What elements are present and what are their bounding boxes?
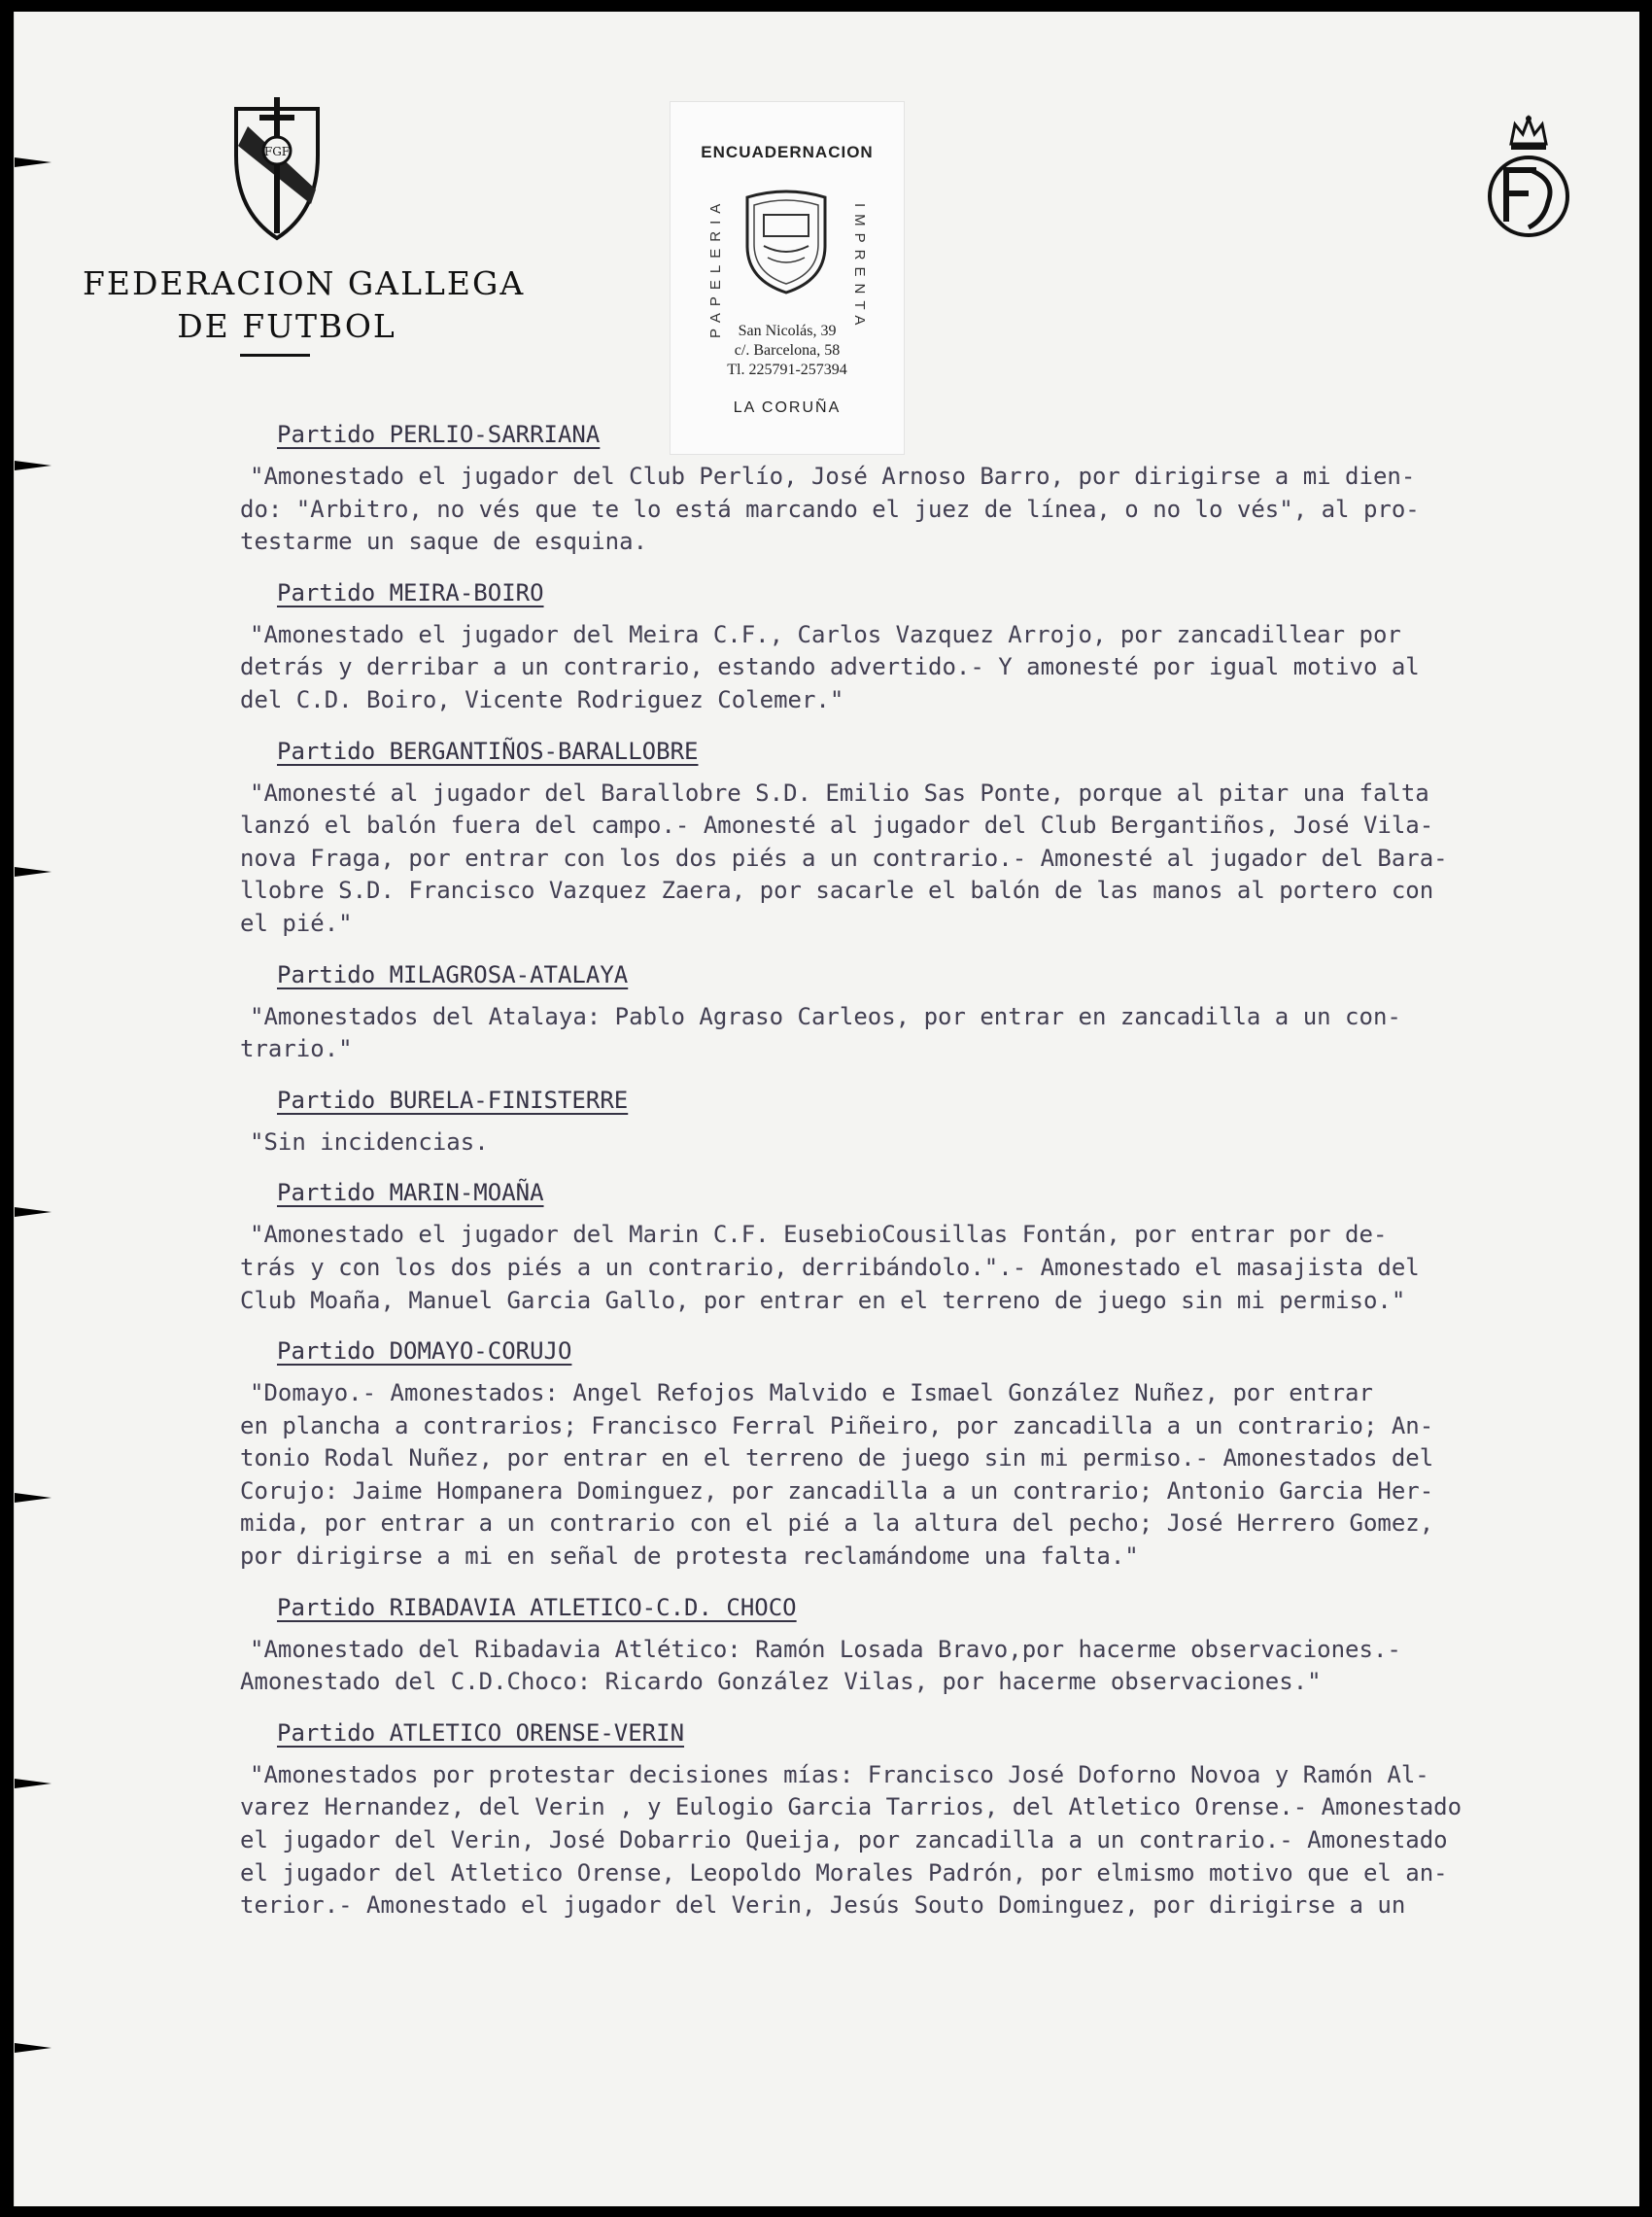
report-line: el jugador del Verin, José Dobarrio Queija, por zancadilla a un contrario.- Amonestado <box>240 1826 1448 1854</box>
match-entry <box>240 735 1639 941</box>
torn-edge <box>15 867 52 877</box>
match-entry <box>240 1084 1639 1160</box>
report-line: testarme un saque de esquina. <box>240 528 648 556</box>
letterhead-rule <box>240 354 310 357</box>
match-entry <box>240 1176 1639 1317</box>
report-line: del C.D. Boiro, Vicente Rodriguez Colemer." <box>240 685 844 713</box>
report-line: llobre S.D. Francisco Vazquez Zaera, por sacarle el balón de las manos al portero con <box>240 877 1434 905</box>
match-title: Partido MILAGROSA-ATALAYA <box>277 960 629 988</box>
match-entry <box>240 1334 1639 1574</box>
report-line: Club Moaña, Manuel Garcia Gallo, por entrar en el terreno de juego sin mi permiso." <box>240 1286 1406 1314</box>
report-line: terior.- Amonestado el jugador del Verin, Jesús Souto Dominguez, por dirigirse a un <box>240 1891 1406 1920</box>
report-line: en plancha a contrarios; Francisco Ferral Piñeiro, por zancadilla a un contrario; An- <box>240 1411 1434 1439</box>
match-report <box>240 1001 1639 1066</box>
federation-name-line2: DE FUTBOL <box>177 307 396 345</box>
federation-name <box>83 262 526 348</box>
match-report <box>240 619 1639 717</box>
referee-report-body <box>240 418 1639 1940</box>
report-line: trario." <box>240 1035 353 1063</box>
match-title: Partido BERGANTIÑOS-BARALLOBRE <box>277 737 699 765</box>
match-report <box>240 461 1639 559</box>
report-line: lanzó el balón fuera del campo.- Amonesté al jugador del Club Bergantiños, José Vila- <box>240 812 1434 840</box>
match-title: Partido MARIN-MOAÑA <box>277 1179 544 1207</box>
label-right-vertical: IMPRENTA <box>851 202 868 332</box>
label-title: ENCUADERNACION <box>701 143 874 161</box>
torn-edge <box>15 157 52 167</box>
report-line: "Amonesté al jugador del Barallobre S.D. Emilio Sas Ponte, porque al pitar una falta <box>250 779 1429 807</box>
report-line: trás y con los dos piés a un contrario, derribándolo.".- Amonestado el masajista del <box>240 1253 1420 1281</box>
match-report <box>240 1219 1639 1317</box>
report-line: mida, por entrar a un contrario con el pié a la altura del pecho; José Herrero Gomez, <box>240 1509 1434 1538</box>
torn-edge <box>15 2043 52 2053</box>
torn-edge <box>15 461 52 470</box>
report-line: "Amonestado del Ribadavia Atlético: Ramón Losada Bravo,por hacerme observaciones.- <box>250 1635 1401 1663</box>
svg-text:FGF: FGF <box>263 145 291 158</box>
match-entry <box>240 1716 1639 1923</box>
report-line: "Amonestado el jugador del Meira C.F., Carlos Vazquez Arrojo, por zancadillear por <box>250 620 1401 648</box>
match-report <box>240 1759 1639 1923</box>
report-line: nova Fraga, por entrar con los dos piés a un contrario.- Amonesté al jugador del Bara- <box>240 844 1448 872</box>
report-line: el pié." <box>240 909 353 937</box>
torn-edge <box>15 1207 52 1217</box>
match-entry <box>240 1591 1639 1699</box>
report-line: varez Hernandez, del Verin , y Eulogio Garcia Tarrios, del Atletico Orense.- Amonestado <box>240 1793 1463 1821</box>
match-entry <box>240 576 1639 717</box>
report-line: "Amonestado el jugador del Marin C.F. EusebioCousillas Fontán, por entrar por de- <box>250 1221 1388 1249</box>
report-line: Corujo: Jaime Hompanera Dominguez, por zancadilla a un contrario; Antonio Garcia Her- <box>240 1476 1434 1505</box>
label-address-line: San Nicolás, 39 <box>738 323 837 339</box>
match-title: Partido ATLETICO ORENSE-VERIN <box>277 1718 685 1747</box>
match-entry <box>240 958 1639 1066</box>
label-city: LA CORUÑA <box>733 399 842 416</box>
label-address-line: c/. Barcelona, 58 <box>734 342 841 359</box>
report-line: Amonestado del C.D.Choco: Ricardo González Vilas, por hacerme observaciones." <box>240 1668 1322 1696</box>
match-title: Partido MEIRA-BOIRO <box>277 578 544 606</box>
report-line: do: "Arbitro, no vés que te lo está marcando el juez de línea, o no lo vés", al pro- <box>240 495 1420 523</box>
report-line: "Amonestados por protestar decisiones mías: Francisco José Doforno Novoa y Ramón Al- <box>250 1760 1429 1788</box>
report-line: tonio Rodal Nuñez, por entrar en el terreno de juego sin mi permiso.- Amonestados del <box>240 1444 1434 1472</box>
match-title: Partido DOMAYO-CORUJO <box>277 1337 572 1366</box>
label-left-vertical: PAPELERIA <box>707 196 724 338</box>
match-report <box>240 1377 1639 1574</box>
report-line: "Domayo.- Amonestados: Angel Refojos Malvido e Ismael González Nuñez, por entrar <box>250 1379 1373 1407</box>
torn-edge <box>15 1779 52 1788</box>
match-title: Partido PERLIO-SARRIANA <box>277 421 601 448</box>
report-line: "Sin incidencias. <box>250 1127 489 1156</box>
torn-edge <box>15 1493 52 1503</box>
match-report <box>240 778 1639 941</box>
federation-name-line1: FEDERACION GALLEGA <box>83 264 526 302</box>
report-line: "Amonestado el jugador del Club Perlío, José Arnoso Barro, por dirigirse a mi dien- <box>250 463 1416 490</box>
match-entry <box>240 418 1639 559</box>
federation-shield-logo <box>228 97 326 243</box>
report-line: "Amonestados del Atalaya: Pablo Agraso Carleos, por entrar en zancadilla a un con- <box>250 1002 1401 1030</box>
report-line: el jugador del Atletico Orense, Leopoldo Morales Padrón, por elmismo motivo que el an- <box>240 1858 1448 1887</box>
match-title: Partido BURELA-FINISTERRE <box>277 1086 629 1114</box>
crown-emblem-logo <box>1482 113 1575 239</box>
label-address-line: Tl. 225791-257394 <box>727 362 847 378</box>
report-line: por dirigirse a mi en señal de protesta reclamándome una falta." <box>240 1542 1139 1571</box>
report-line: detrás y derribar a un contrario, estando advertido.- Y amonesté por igual motivo al <box>240 653 1420 681</box>
match-title: Partido RIBADAVIA ATLETICO-C.D. CHOCO <box>277 1593 797 1621</box>
match-report <box>240 1126 1639 1160</box>
label-address <box>690 322 884 380</box>
document-page <box>14 12 1639 2206</box>
match-report <box>240 1634 1639 1699</box>
bookbinder-badge-icon <box>742 188 830 294</box>
stationery-label <box>670 101 905 455</box>
